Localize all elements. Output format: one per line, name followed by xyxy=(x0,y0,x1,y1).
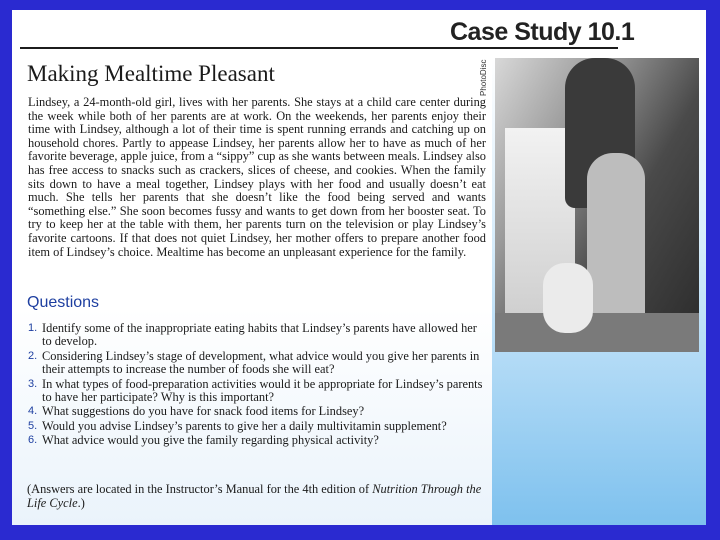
answers-suffix: .) xyxy=(77,495,85,510)
kitchen-photo xyxy=(495,58,699,352)
question-number: 5. xyxy=(28,419,38,432)
question-number: 3. xyxy=(28,377,38,390)
question-item xyxy=(28,350,483,377)
questions-heading: Questions xyxy=(27,294,100,311)
question-item xyxy=(28,322,483,349)
question-text: What advice would you give the family regarding physical activity? xyxy=(42,433,379,448)
title-divider xyxy=(20,47,618,49)
question-number: 6. xyxy=(28,434,38,447)
question-text: Identify some of the inappropriate eating habits that Lindsey’s parents have allowed her to develop. xyxy=(42,321,477,349)
case-story-paragraph: Lindsey, a 24-month-old girl, lives with her parents. She stays at a child care center during the week while both of her parents are at work. On the weekends, her parents enjoy their time with Lindsey, although a lot of their time is spent running errands and catching up on household chores. Partly to appease Lindsey, her parents allow her to have as much of her favorite beverage, apple juice, from a “sippy” cup as she wants between meals. Lindsey also has free access to snacks such as crackers, slices of cheese, and cookies. When the family sits down to have a meal together, Lindsey plays with her food and usually doesn’t eat much. She tells her parents that she doesn’t like the food being served and wants “something else.” She soon becomes fussy and wants to get down from her booster seat. To try to keep her at the table with them, her parents turn on the television or play Lindsey’s favorite cartoons. If that does not quiet Lindsey, her mother offers to prepare another food item of Lindsey’s choice. Mealtime has become an unpleasant experience for the family. xyxy=(28,95,486,259)
question-number: 2. xyxy=(28,349,38,362)
book-title: Nutrition Through the Life Cycle xyxy=(27,482,482,510)
question-item xyxy=(28,405,483,418)
photo-child xyxy=(587,153,645,323)
photo-credit: PhotoDisc xyxy=(479,59,488,96)
slide-page xyxy=(12,10,706,525)
case-study-label: Case Study 10.1 xyxy=(450,18,635,46)
questions-list xyxy=(28,322,483,449)
question-item xyxy=(28,434,483,447)
answers-note xyxy=(27,483,482,510)
question-number: 4. xyxy=(28,405,38,418)
page-title: Making Mealtime Pleasant xyxy=(27,61,275,86)
question-text: What suggestions do you have for snack food items for Lindsey? xyxy=(42,404,365,419)
question-item xyxy=(28,378,483,405)
question-item xyxy=(28,420,483,433)
answers-prefix: (Answers are located in the Instructor’s Manual for the 4th edition of xyxy=(27,482,373,496)
question-text: Would you advise Lindsey’s parents to give her a daily multivitamin supplement? xyxy=(42,418,447,433)
photo-dog xyxy=(543,263,593,333)
question-text: In what types of food-preparation activities would it be appropriate for Lindsey’s parents to have her participate? Why is this important? xyxy=(42,376,483,405)
photo-floor xyxy=(495,313,699,352)
question-text: Considering Lindsey’s stage of development, what advice would you give her parents in their attempts to increase the number of foods she will eat? xyxy=(42,348,480,377)
question-number: 1. xyxy=(28,322,38,334)
